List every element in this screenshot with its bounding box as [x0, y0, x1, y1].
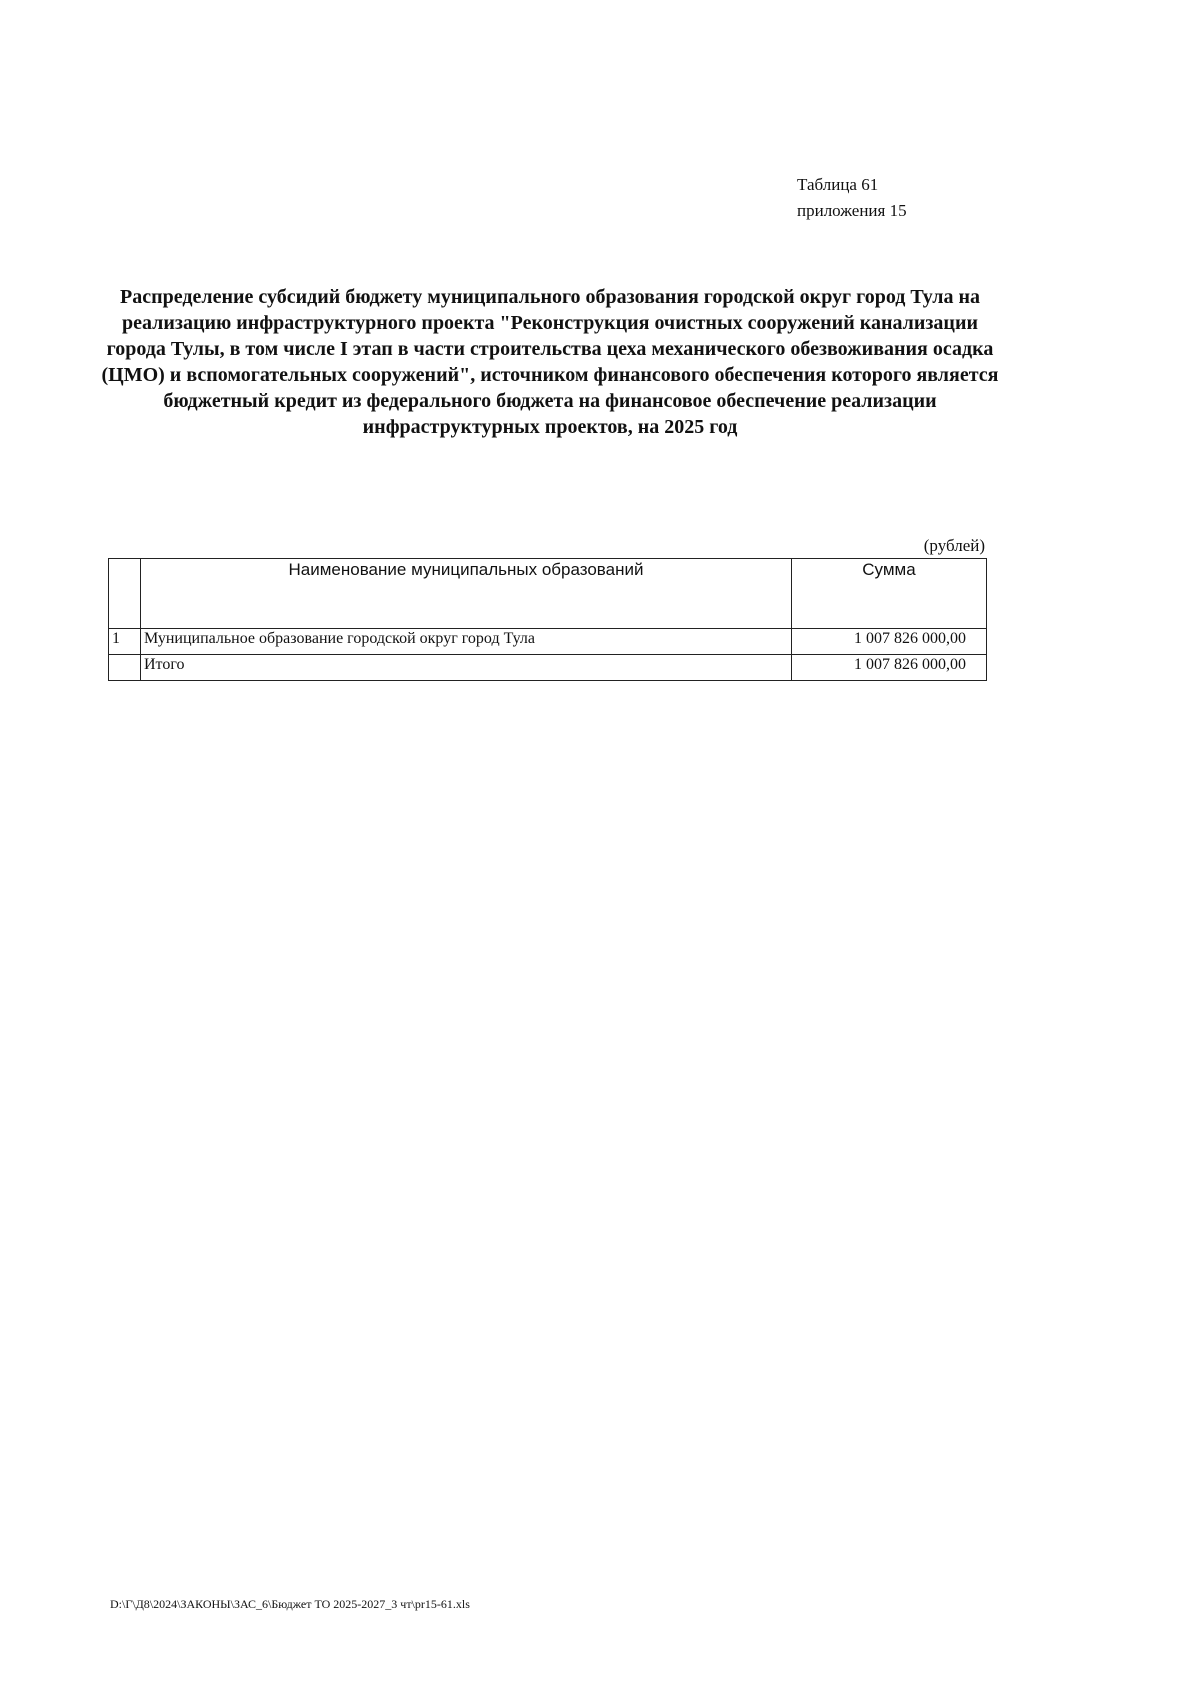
header-name-cell: Наименование муниципальных образований — [141, 559, 792, 629]
caption-appendix-number: приложения 15 — [797, 201, 907, 220]
table-row — [109, 629, 987, 655]
unit-label: (рублей) — [923, 536, 985, 555]
file-path-footer: D:\Г\Д8\2024\ЗАКОНЫ\ЗАС_6\Бюджет ТО 2025-2027_3 чт\pr15-61.xls — [110, 1597, 470, 1611]
header-number-cell — [109, 559, 141, 629]
row-name-cell: Муниципальное образование городской округ город Тула — [141, 629, 792, 655]
header-sum-cell: Сумма — [792, 559, 987, 629]
table-caption — [797, 172, 907, 224]
table-header-row — [109, 559, 987, 629]
caption-table-number: Таблица 61 — [797, 175, 879, 194]
total-name-cell: Итого — [141, 655, 792, 681]
row-sum-cell: 1 007 826 000,00 — [792, 629, 987, 655]
total-number-cell — [109, 655, 141, 681]
row-number-cell: 1 — [109, 629, 141, 655]
distribution-table — [108, 558, 987, 681]
total-sum-cell: 1 007 826 000,00 — [792, 655, 987, 681]
document-title: Распределение субсидий бюджету муниципального образования городской округ город Тула на реализацию инфраструктурного проекта "Реконструкция очистных сооружений канализации города Тулы, в том числе I этап в части строительства цеха механического обезвоживания осадка (ЦМО) и вспомогательных сооружений", источником финансового обеспечения которого является бюджетный кредит из федерального бюджета на финансовое обеспечение реализации инфраструктурных проектов, на 2025 год — [101, 286, 999, 438]
table-total-row — [109, 655, 987, 681]
